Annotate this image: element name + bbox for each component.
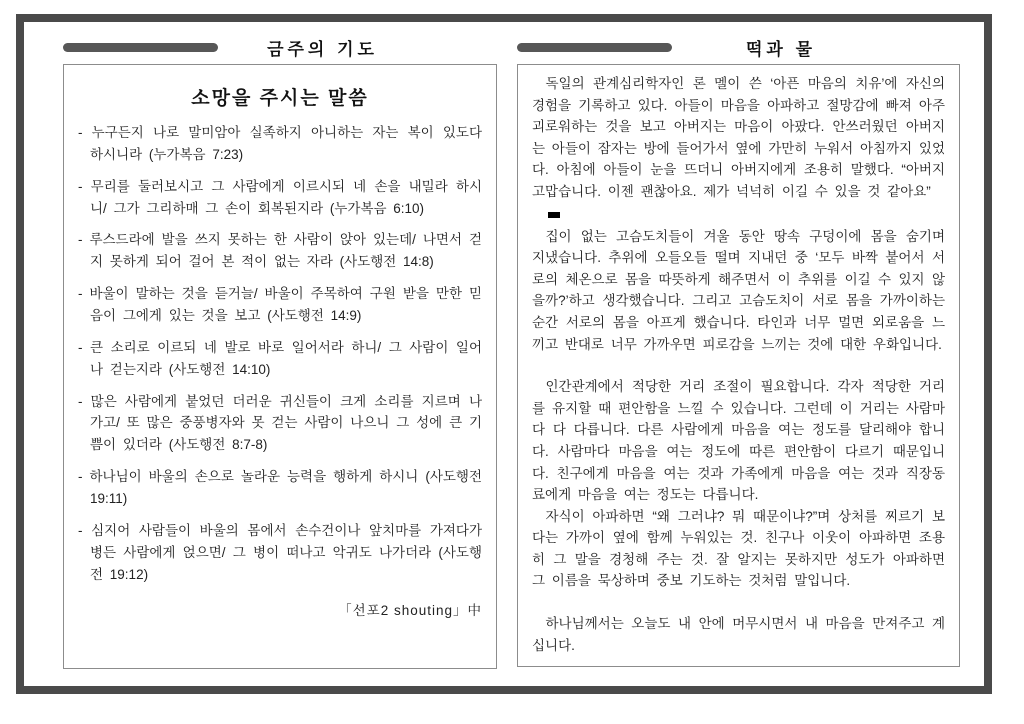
verse-item: - 심지어 사람들이 바울의 몸에서 손수건이나 앞치마를 가져다가 병든 사람에게 얹으면/ 그 병이 떠나고 악귀도 나가더라 (사도행전 19:12) — [78, 522, 482, 582]
prayer-box — [63, 64, 497, 669]
essay-paragraph: 인간관계에서 적당한 거리 조절이 필요합니다. 각자 적당한 거리를 유지할 때 편안함을 느낄 수 있습니다. 그런데 이 거리는 사람마다 다 다릅니다. 다른 사람에게 마음을 여는 정도를 달리해야 합니다. 사람마다 마음을 여는 정도에 따른 편안함이 다르기 때문입니다. 친구에게 마음을 여는 것과 가족에게 마음을 여는 것과 직장동료에게 마음을 여는 정도는 다릅니다. — [532, 379, 945, 503]
prayer-column — [63, 34, 497, 669]
divider-marker-row — [532, 205, 945, 226]
source-attribution: 「선포2 shouting」中 — [338, 603, 482, 619]
essay-box — [517, 64, 960, 667]
essay-paragraph: 독일의 관계심리학자인 론 멜이 쓴 ‘아픈 마음의 치유’에 자신의 경험을 기록하고 있다. 아들이 마음을 아파하고 절망감에 빠져 아주 괴로워하는 것을 보고 아버지는 마음이 아팠다. 안쓰러웠던 아버지는 아들이 잠자는 방에 들어가서 옆에 가만히 누워서 아침까지 있었다. 아침에 아들이 눈을 뜨더니 아버지에게 조용히 말했다. “아버지 고맙습니다. 이젠 괜찮아요. 제가 넉넉히 이길 수 있을 것 같아요” — [532, 76, 945, 199]
essay-column — [517, 34, 960, 667]
decorative-bar — [63, 43, 218, 52]
essay-paragraph: 집이 없는 고슴도치들이 겨울 동안 땅속 구덩이에 몸을 숨기며 지냈습니다. 추위에 오들오들 떨며 지내던 중 ‘모두 바짝 붙어서 서로의 체온으로 몸을 따뜻하게 해주면서 이 추위를 이길 수 있지 않을까?’하고 생각했습니다. 그리고 고슴도치이 서로 몸을 가까이하는 순간 서로의 몸을 아프게 했습니다. 타인과 너무 멀면 외로움을 느끼고 반대로 너무 가까우면 피로감을 느끼는 것에 대한 우화입니다. — [532, 228, 945, 352]
prayer-section-title: 금주의 기도 — [267, 39, 378, 59]
verse-item: - 누구든지 나로 말미암아 실족하지 아니하는 자는 복이 있도다 하시니라 (누가복음 7:23) — [78, 125, 482, 162]
verse-item: - 무리를 둘러보시고 그 사람에게 이르시되 네 손을 내밀라 하시니/ 그가 그리하매 그 손이 회복된지라 (누가복음 6:10) — [78, 178, 482, 216]
verse-item: - 큰 소리로 이르되 네 발로 바로 일어서라 하니/ 그 사람이 일어나 걷는지라 (사도행전 14:10) — [78, 339, 482, 377]
prayer-column-header — [63, 34, 497, 60]
decorative-bar — [517, 43, 672, 52]
verse-item: - 많은 사람에게 붙었던 더러운 귀신들이 크게 소리를 지르며 나가고/ 또 많은 중풍병자와 못 걷는 사람이 나으니 그 성에 큰 기쁨이 있더라 (사도행전 8:7-8) — [78, 393, 482, 453]
verse-item: - 하나님이 바울의 손으로 놀라운 능력을 행하게 하시니 (사도행전 19:11) — [78, 469, 482, 507]
black-dash-icon — [548, 212, 560, 218]
essay-paragraph: 하나님께서는 오늘도 내 안에 머무시면서 내 마음을 만져주고 계십니다. — [532, 616, 945, 653]
verse-item: - 바울이 말하는 것을 듣거늘/ 바울이 주목하여 구원 받을 만한 믿음이 그에게 있는 것을 보고 (사도행전 14:9) — [78, 286, 482, 324]
essay-column-header — [517, 34, 960, 60]
essay-paragraph: 자식이 아파하면 “왜 그러냐? 뭐 때문이냐?”며 상처를 찌르기 보다는 가까이 옆에 함께 누워있는 것. 친구나 이웃이 아파하면 조용히 그 말을 경청해 주는 것. 잘 알지는 못하지만 성도가 아파하면 그 이름을 묵상하며 중보 기도하는 것처럼 말입니다. — [532, 508, 945, 589]
verse-item: - 루스드라에 발을 쓰지 못하는 한 사람이 앉아 있는데/ 나면서 걷지 못하게 되어 걸어 본 적이 없는 자라 (사도행전 14:8) — [78, 232, 482, 270]
essay-section-title: 떡과 물 — [746, 39, 816, 59]
prayer-box-title: 소망을 주시는 말씀 — [191, 88, 369, 109]
